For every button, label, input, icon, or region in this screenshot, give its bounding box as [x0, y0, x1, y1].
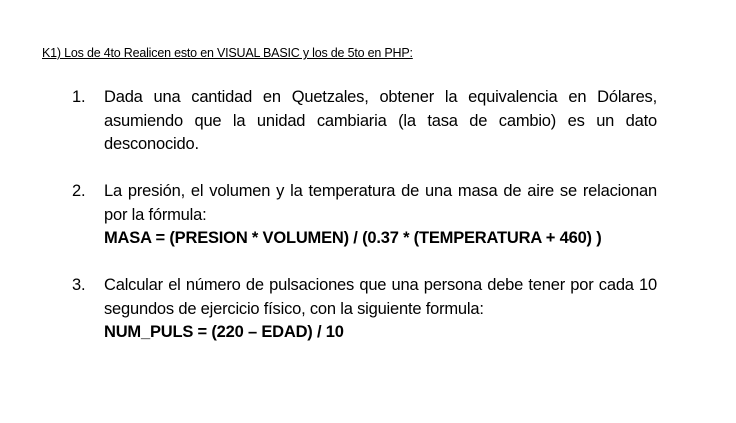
task-number: 2. — [72, 182, 86, 200]
task-text: Dada una cantidad en Quetzales, obtener la equivalencia en Dólares, asumiendo que la unidad cambiaria (la tasa de cambio) es un dato desconocido. — [104, 88, 657, 153]
task-item-2 — [72, 180, 657, 251]
task-text: La presión, el volumen y la temperatura de una masa de aire se relacionan por la fórmula: — [104, 182, 657, 224]
task-list — [72, 86, 657, 368]
task-item-1 — [72, 86, 657, 157]
task-formula: MASA = (PRESION * VOLUMEN) / (0.37 * (TEMPERATURA + 460) ) — [104, 229, 602, 247]
task-number: 1. — [72, 88, 86, 106]
task-text: Calcular el número de pulsaciones que una persona debe tener por cada 10 segundos de ejercicio físico, con la siguiente formula: — [104, 276, 657, 318]
task-item-3 — [72, 274, 657, 345]
assignment-heading: K1) Los de 4to Realicen esto en VISUAL BASIC y los de 5to en PHP: — [42, 46, 413, 60]
task-formula: NUM_PULS = (220 – EDAD) / 10 — [104, 323, 344, 341]
task-number: 3. — [72, 276, 86, 294]
